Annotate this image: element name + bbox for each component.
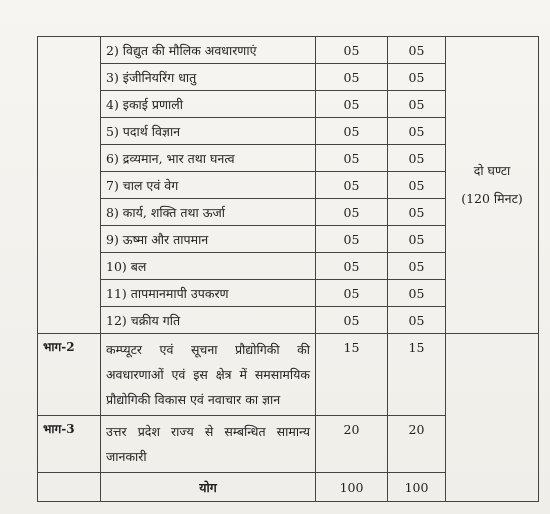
topic-name: 12) चक्रीय गति: [101, 307, 316, 334]
topic-marks: 05: [388, 199, 446, 226]
topic-marks: 05: [388, 280, 446, 307]
duration-minutes: (120 मिनट): [461, 191, 523, 206]
topic-marks: 05: [388, 253, 446, 280]
topic-questions: 05: [316, 37, 388, 64]
part-2-row: [38, 334, 539, 416]
syllabus-table: [37, 36, 539, 502]
topic-name: 5) पदार्थ विज्ञान: [101, 118, 316, 145]
duration-empty-cell: [446, 334, 539, 502]
topic-marks: 05: [388, 172, 446, 199]
part-2-questions: 15: [316, 334, 388, 416]
part-3-description: उत्तर प्रदेश राज्य से सम्बन्धित सामान्य जानकारी: [101, 416, 316, 473]
topic-questions: 05: [316, 64, 388, 91]
topic-name: 9) ऊष्मा और तापमान: [101, 226, 316, 253]
topic-questions: 05: [316, 145, 388, 172]
topic-marks: 05: [388, 91, 446, 118]
topic-name: 10) बल: [101, 253, 316, 280]
part-3-marks: 20: [388, 416, 446, 473]
part-2-marks: 15: [388, 334, 446, 416]
topic-questions: 05: [316, 199, 388, 226]
part-3-label: भाग-3: [38, 416, 101, 473]
topic-marks: 05: [388, 37, 446, 64]
topic-name: 4) इकाई प्रणाली: [101, 91, 316, 118]
syllabus-table-body: [38, 37, 539, 502]
topic-marks: 05: [388, 226, 446, 253]
part-1-continued-cell: [38, 37, 101, 334]
topic-questions: 05: [316, 118, 388, 145]
topic-marks: 05: [388, 307, 446, 334]
topic-name: 7) चाल एवं वेग: [101, 172, 316, 199]
topic-questions: 05: [316, 253, 388, 280]
topic-questions: 05: [316, 172, 388, 199]
total-empty-cell: [38, 473, 101, 502]
topic-marks: 05: [388, 118, 446, 145]
topic-name: 11) तापमानमापी उपकरण: [101, 280, 316, 307]
part-2-description: कम्प्यूटर एवं सूचना प्रौद्योगिकी की अवधारणाओं एवं इस क्षेत्र में समसामयिक प्रौद्योगिकी विकास एवं नवाचार का ज्ञान: [101, 334, 316, 416]
topic-marks: 05: [388, 64, 446, 91]
topic-name: 8) कार्य, शक्ति तथा ऊर्जा: [101, 199, 316, 226]
topic-name: 3) इंजीनियरिंग धातु: [101, 64, 316, 91]
topic-questions: 05: [316, 307, 388, 334]
topic-questions: 05: [316, 280, 388, 307]
topic-questions: 05: [316, 226, 388, 253]
duration-cell: [446, 37, 539, 334]
part-3-questions: 20: [316, 416, 388, 473]
topic-marks: 05: [388, 145, 446, 172]
topic-row: [38, 37, 539, 64]
total-questions: 100: [316, 473, 388, 502]
topic-questions: 05: [316, 91, 388, 118]
part-2-label: भाग-2: [38, 334, 101, 416]
duration-hours: दो घण्टा: [473, 163, 511, 178]
total-marks: 100: [388, 473, 446, 502]
topic-name: 2) विद्युत की मौलिक अवधारणाएं: [101, 37, 316, 64]
total-label: योग: [101, 473, 316, 502]
topic-name: 6) द्रव्यमान, भार तथा घनत्व: [101, 145, 316, 172]
